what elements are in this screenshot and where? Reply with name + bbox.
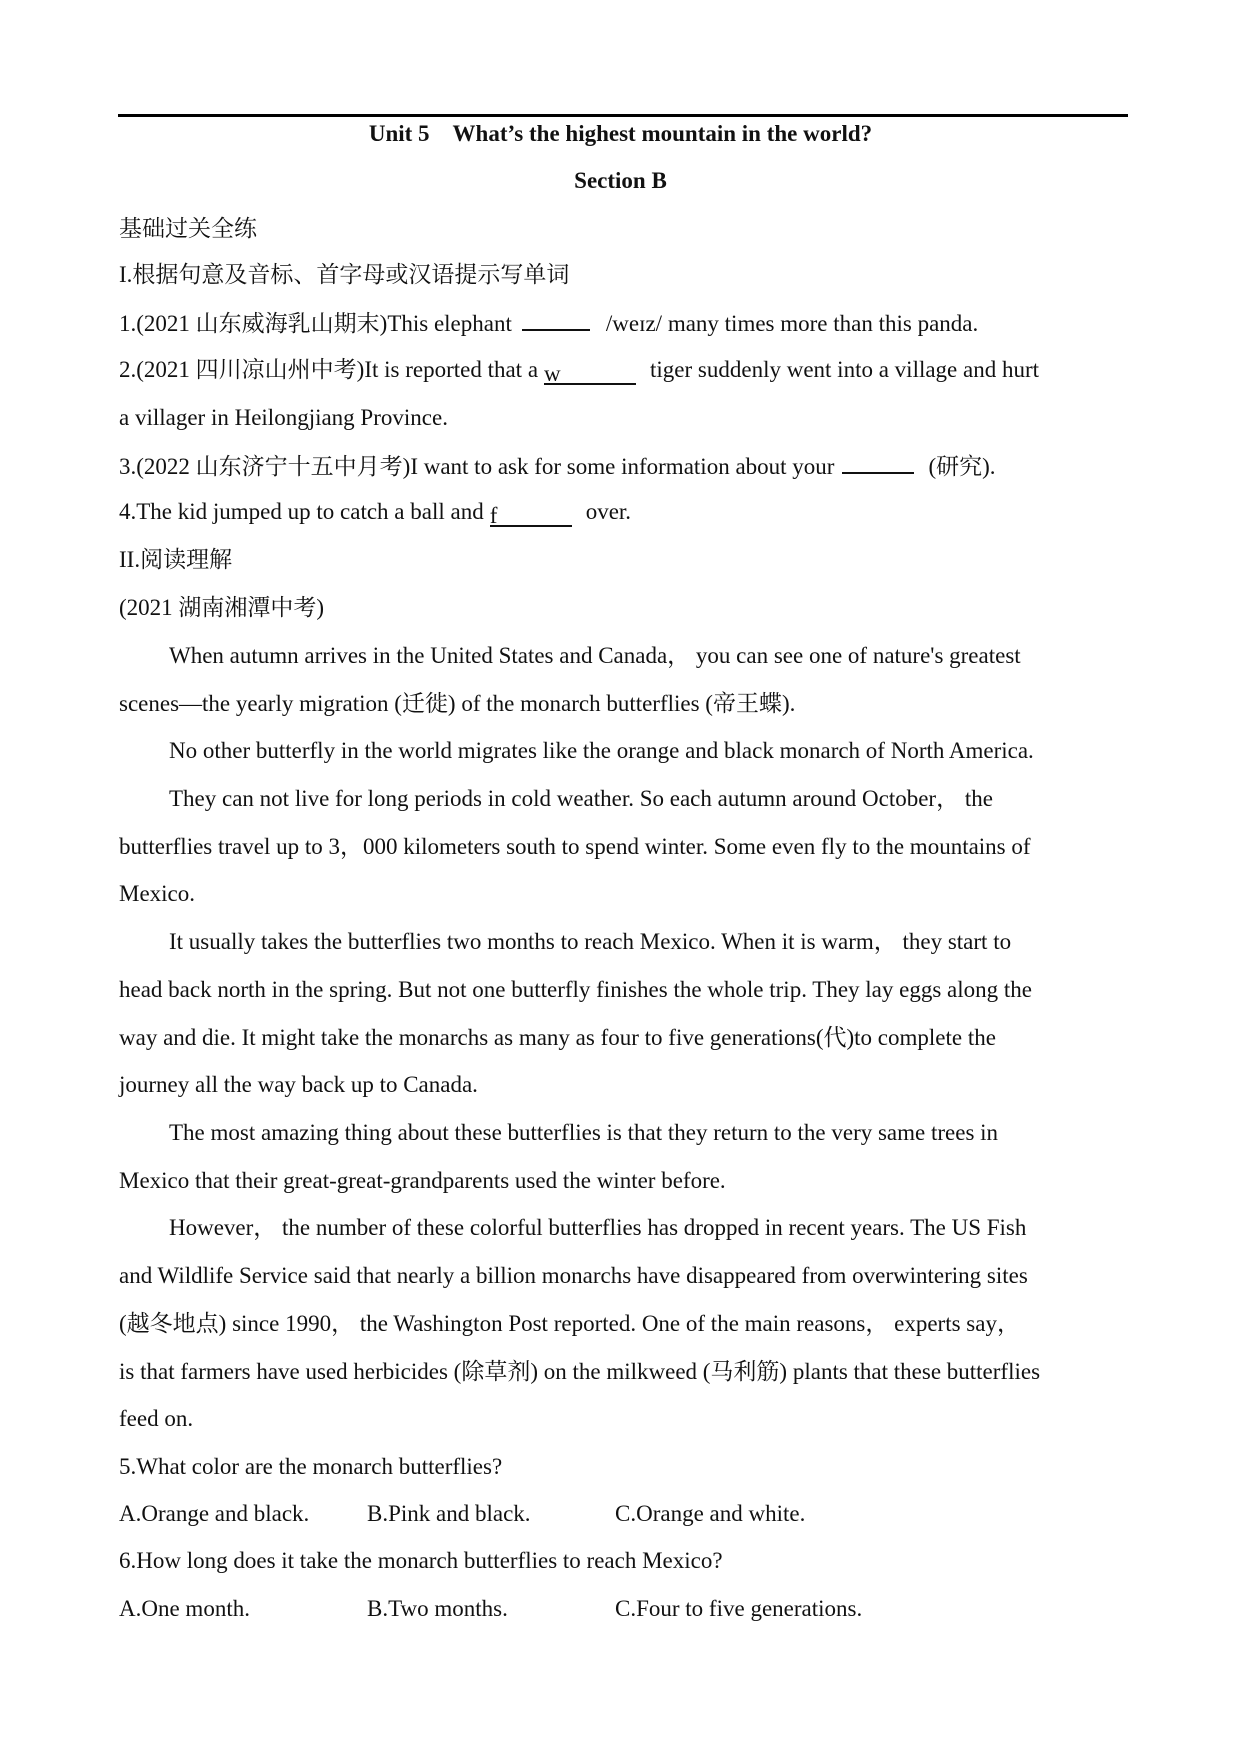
option-6-a[interactable]: A.One month. [119,1596,250,1621]
passage-line: way and die. It might take the monarchs as many as four to five generations(代)to complete the [119,1025,996,1050]
option-5-c[interactable]: C.Orange and white. [615,1501,806,1526]
question-5-options [119,1499,805,1529]
question-1-text-b: /weɪz/ many times more than this panda. [605,311,979,336]
passage-line: Mexico that their great-great-grandparents used the winter before. [119,1168,726,1193]
question-2-continued: a villager in Heilongjiang Province. [119,405,448,430]
question-1-text-a: 1.(2021 山东威海乳山期末)This elephant [119,311,512,336]
passage-line: They can not live for long periods in cold weather. So each autumn around October， the [169,786,993,811]
passage-line: scenes—the yearly migration (迁徙) of the monarch butterflies (帝王蝶). [119,691,796,716]
question-4-text-b: over. [585,499,632,524]
passage-line: No other butterfly in the world migrates like the orange and black monarch of North America. [169,738,1034,763]
question-6: 6.How long does it take the monarch butterflies to reach Mexico? [119,1548,723,1573]
option-5-a[interactable]: A.Orange and black. [119,1501,310,1526]
passage-line: and Wildlife Service said that nearly a billion monarchs have disappeared from overwintering sites [119,1263,1028,1288]
question-5: 5.What color are the monarch butterflies? [119,1454,503,1479]
top-rule [118,114,1128,117]
option-6-b[interactable]: B.Two months. [367,1596,508,1621]
section2-heading: II.阅读理解 [119,547,233,572]
question-2-text-a: 2.(2021 四川凉山州中考)It is reported that a [119,357,539,382]
passage-line: When autumn arrives in the United States and Canada， you can see one of nature's greatest [169,643,1021,668]
passage-line: is that farmers have used herbicides (除草剂) on the milkweed (马利筋) plants that these butterflies [119,1359,1041,1384]
passage-line: Mexico. [119,881,196,906]
answer-4-first-letter: f [489,503,498,528]
passage-line: butterflies travel up to 3，000 kilometers south to spend winter. Some even fly to the mountains of [119,834,1031,859]
passage-line: journey all the way back up to Canada. [119,1072,478,1097]
answer-blank-3[interactable] [842,450,914,474]
question-2 [119,355,1039,385]
question-6-options [119,1594,862,1624]
passage-line: The most amazing thing about these butterflies is that they return to the very same trees in [169,1120,999,1145]
answer-blank-4[interactable] [490,501,572,527]
passage-source: (2021 湖南湘潭中考) [119,595,325,620]
answer-blank-1[interactable] [522,307,590,331]
question-1 [119,307,978,339]
passage-line: feed on. [119,1406,194,1431]
page-title: Unit 5 What’s the highest mountain in the world? [368,121,873,146]
answer-2-first-letter: w [544,361,561,386]
question-4-text-a: 4.The kid jumped up to catch a ball and [119,499,484,524]
section-title: Section B [574,168,667,193]
part-heading: 基础过关全练 [119,216,257,241]
section1-heading: I.根据句意及音标、首字母或汉语提示写单词 [119,262,570,287]
question-3-text-a: 3.(2022 山东济宁十五中月考)I want to ask for some information about your [119,454,835,479]
question-4 [119,497,631,527]
question-3-text-b: (研究). [928,454,996,479]
passage-line: It usually takes the butterflies two months to reach Mexico. When it is warm， they start to [169,929,1012,954]
passage-line: (越冬地点) since 1990， the Washington Post reported. One of the main reasons， experts say， [119,1311,1020,1336]
passage-line: However， the number of these colorful butterflies has dropped in recent years. The US Fish [169,1215,1027,1240]
option-5-b[interactable]: B.Pink and black. [367,1501,531,1526]
answer-blank-2[interactable] [544,359,636,385]
option-6-c[interactable]: C.Four to five generations. [615,1596,863,1621]
question-2-text-b: tiger suddenly went into a village and hurt [650,357,1040,382]
passage-line: head back north in the spring. But not one butterfly finishes the whole trip. They lay eggs along the [119,977,1032,1002]
question-3 [119,450,996,482]
